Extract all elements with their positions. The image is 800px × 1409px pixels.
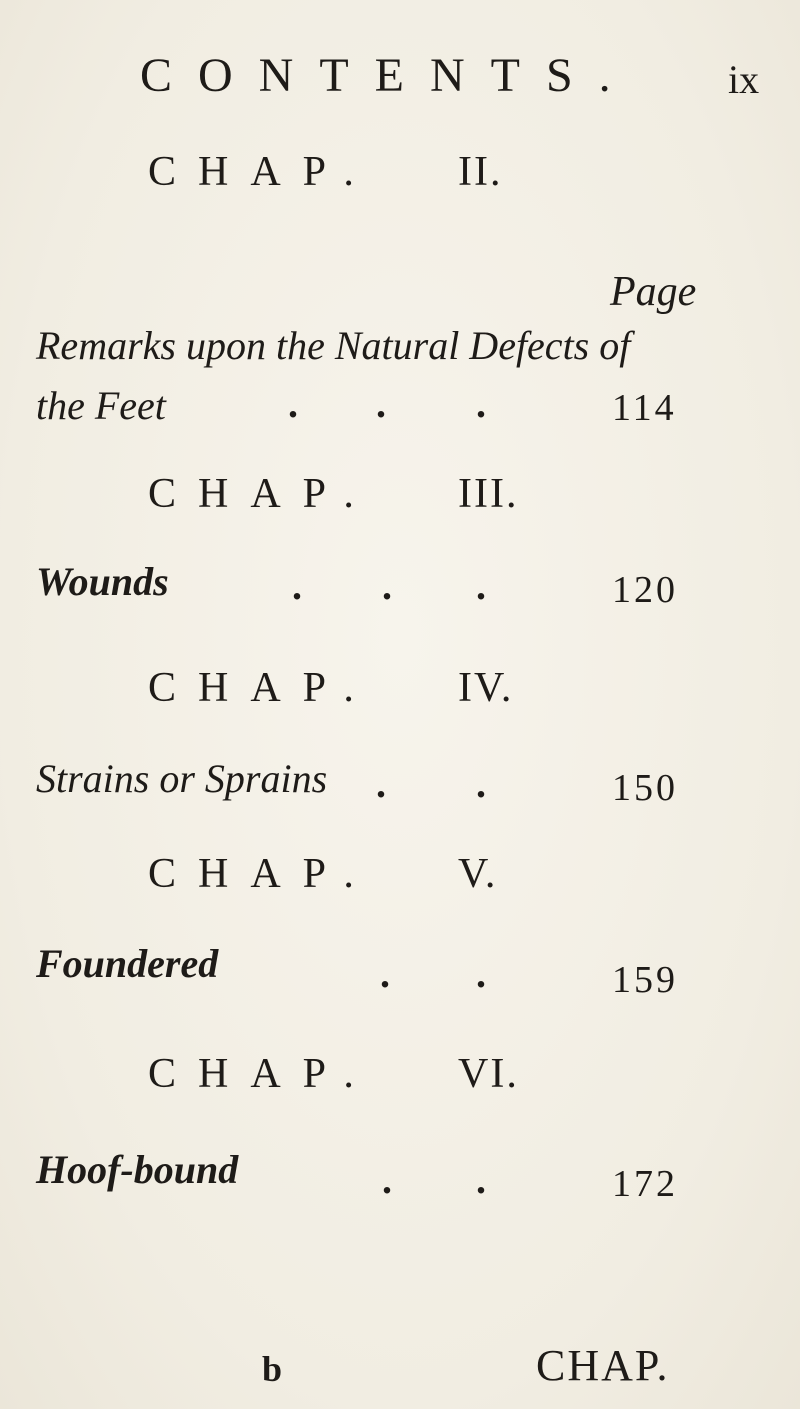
leader-dot: . xyxy=(376,381,386,426)
chap-word: CHAP. xyxy=(148,665,376,711)
running-header-title: CONTENTS. xyxy=(140,49,637,102)
entry-title-6: Hoof-bound xyxy=(36,1147,239,1192)
chap-word: CHAP. xyxy=(148,149,376,195)
page-column-label: Page xyxy=(610,269,697,315)
signature-mark: b xyxy=(262,1349,283,1389)
leader-dot: . xyxy=(382,1157,392,1202)
chap-number: III. xyxy=(458,471,519,517)
entry-page-2: 114 xyxy=(612,387,677,429)
chap-word: CHAP. xyxy=(148,851,376,897)
leader-dot: . xyxy=(288,381,298,426)
entry-page-6: 172 xyxy=(612,1163,678,1205)
entry-title-5: Foundered xyxy=(36,941,219,986)
chapter-heading-3 xyxy=(148,470,519,518)
entry-title-3: Wounds xyxy=(36,559,169,604)
leader-dot: . xyxy=(476,761,486,806)
entry-title-2-line2: the Feet xyxy=(36,383,166,428)
entry-page-4: 150 xyxy=(612,767,678,809)
chapter-heading-5 xyxy=(148,850,498,898)
leader-dot: . xyxy=(292,563,302,608)
chapter-heading-6 xyxy=(148,1050,519,1098)
catchword: CHAP. xyxy=(536,1341,670,1390)
chap-word: CHAP. xyxy=(148,471,376,517)
leader-dot: . xyxy=(476,1157,486,1202)
chap-number: VI. xyxy=(458,1051,519,1097)
leader-dot: . xyxy=(380,951,390,996)
chap-number: IV. xyxy=(458,665,514,711)
leader-dot: . xyxy=(476,381,486,426)
leader-dot: . xyxy=(476,951,486,996)
chap-number: V. xyxy=(458,851,498,897)
leader-dot: . xyxy=(382,563,392,608)
chap-number: II. xyxy=(458,149,503,195)
entry-title-4: Strains or Sprains xyxy=(36,756,328,801)
chapter-heading-4 xyxy=(148,664,514,712)
page-number: ix xyxy=(728,57,760,102)
chap-word: CHAP. xyxy=(148,1051,376,1097)
leader-dot: . xyxy=(476,563,486,608)
chapter-heading-2 xyxy=(148,148,503,196)
entry-title-2-line1: Remarks upon the Natural Defects of xyxy=(36,323,631,368)
entry-page-5: 159 xyxy=(612,959,678,1001)
entry-page-3: 120 xyxy=(612,569,678,611)
leader-dot: . xyxy=(376,761,386,806)
